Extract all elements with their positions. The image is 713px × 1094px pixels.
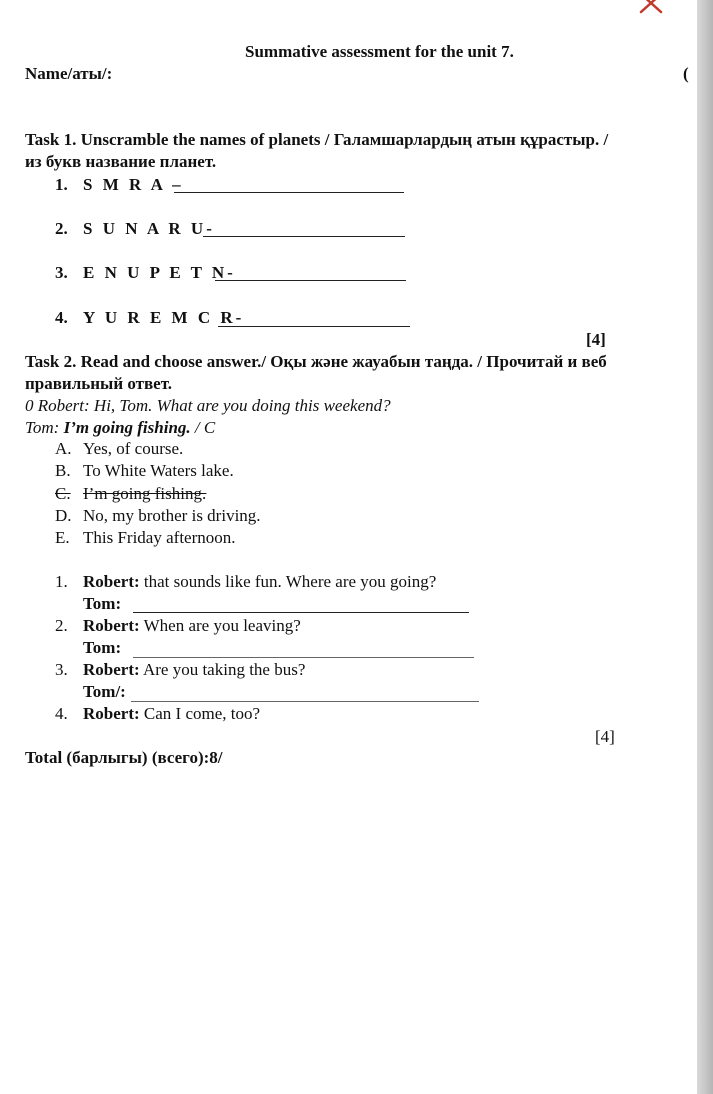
example-answer-bold: I’m going fishing.: [63, 418, 191, 437]
viewer-edge-scrollbar[interactable]: [697, 0, 713, 1094]
dialogue-line: Can I come, too?: [139, 704, 261, 723]
scrambled-letters: S U N A R U-: [83, 219, 215, 238]
name-label: Name/аты/:: [25, 64, 113, 83]
example-answer-suffix: / C: [190, 418, 216, 437]
dialogue-1: [55, 572, 436, 592]
dialogue-number: 4.: [55, 704, 68, 723]
dialogue-line: When are you leaving?: [139, 616, 301, 635]
option-text: No, my brother is driving.: [83, 506, 261, 525]
example-question: 0 Robert: Hi, Tom. What are you doing this weekend?: [25, 396, 391, 415]
answer-blank-2[interactable]: [203, 220, 405, 237]
scrambled-letters: E N U P E T N-: [83, 263, 236, 282]
reply-label-2: Tom:: [83, 638, 122, 657]
scrambled-letters: Y U R E M C R-: [83, 308, 245, 327]
dialogue-2: [55, 616, 301, 636]
item-number: 2.: [55, 219, 68, 238]
option-d: [55, 506, 261, 526]
dialogue-line: Are you taking the bus?: [139, 660, 306, 679]
dialogue-3: [55, 660, 305, 680]
reply-label-1: Tom:: [83, 594, 122, 613]
option-text: Yes, of course.: [83, 439, 184, 458]
task1-item-1: [55, 175, 184, 195]
item-number: 1.: [55, 175, 68, 194]
reply-blank-1[interactable]: [133, 596, 469, 613]
task1-item-3: [55, 263, 236, 283]
answer-blank-3[interactable]: [215, 264, 406, 281]
edge-mark: (: [683, 64, 689, 83]
dialogue-line: that sounds like fun. Where are you going?: [139, 572, 437, 591]
task2-heading-cont: правильный ответ.: [25, 374, 173, 393]
option-text: I’m going fishing.: [83, 484, 207, 503]
option-letter: B.: [55, 461, 71, 480]
page-title: Summative assessment for the unit 7.: [245, 42, 514, 61]
item-number: 3.: [55, 263, 68, 282]
speaker-label: Robert:: [83, 572, 140, 591]
option-text: This Friday afternoon.: [83, 528, 236, 547]
reply-blank-2[interactable]: [133, 641, 474, 658]
option-letter: D.: [55, 506, 72, 525]
dialogue-number: 2.: [55, 616, 68, 635]
example-answer: [25, 418, 215, 438]
task2-score: [4]: [595, 727, 615, 746]
answer-blank-4[interactable]: [218, 310, 410, 327]
task2-heading: Task 2. Read and choose answer./ Оқы және жауабын таңда. / Прочитай и веб: [25, 352, 607, 371]
dialogue-number: 1.: [55, 572, 68, 591]
dialogue-4: [55, 704, 260, 724]
dialogue-number: 3.: [55, 660, 68, 679]
option-c-struck: [55, 484, 206, 504]
answer-blank-1[interactable]: [174, 176, 404, 193]
total-score: Total (барлыгы) (всего):8/: [25, 748, 223, 767]
task1-item-2: [55, 219, 215, 239]
option-letter: E.: [55, 528, 70, 547]
task1-heading-cont: из букв название планет.: [25, 152, 217, 171]
option-letter: A.: [55, 439, 72, 458]
example-answer-prefix: Tom:: [25, 418, 64, 437]
close-icon[interactable]: [639, 0, 665, 14]
speaker-label: Robert:: [83, 616, 140, 635]
option-b: [55, 461, 234, 481]
option-e: [55, 528, 236, 548]
reply-blank-3[interactable]: [131, 685, 479, 702]
task1-heading: Task 1. Unscramble the names of planets / Галамшарлардың атын құрастыр. /: [25, 130, 609, 149]
item-number: 4.: [55, 308, 68, 327]
speaker-label: Robert:: [83, 660, 140, 679]
task1-item-4: [55, 308, 244, 328]
speaker-label: Robert:: [83, 704, 140, 723]
option-letter: C.: [55, 484, 71, 503]
task1-score: [4]: [586, 330, 606, 349]
option-a: [55, 439, 183, 459]
option-text: To White Waters lake.: [83, 461, 234, 480]
scrambled-letters: S M R A –: [83, 175, 184, 194]
reply-label-3: Tom/:: [83, 682, 126, 701]
